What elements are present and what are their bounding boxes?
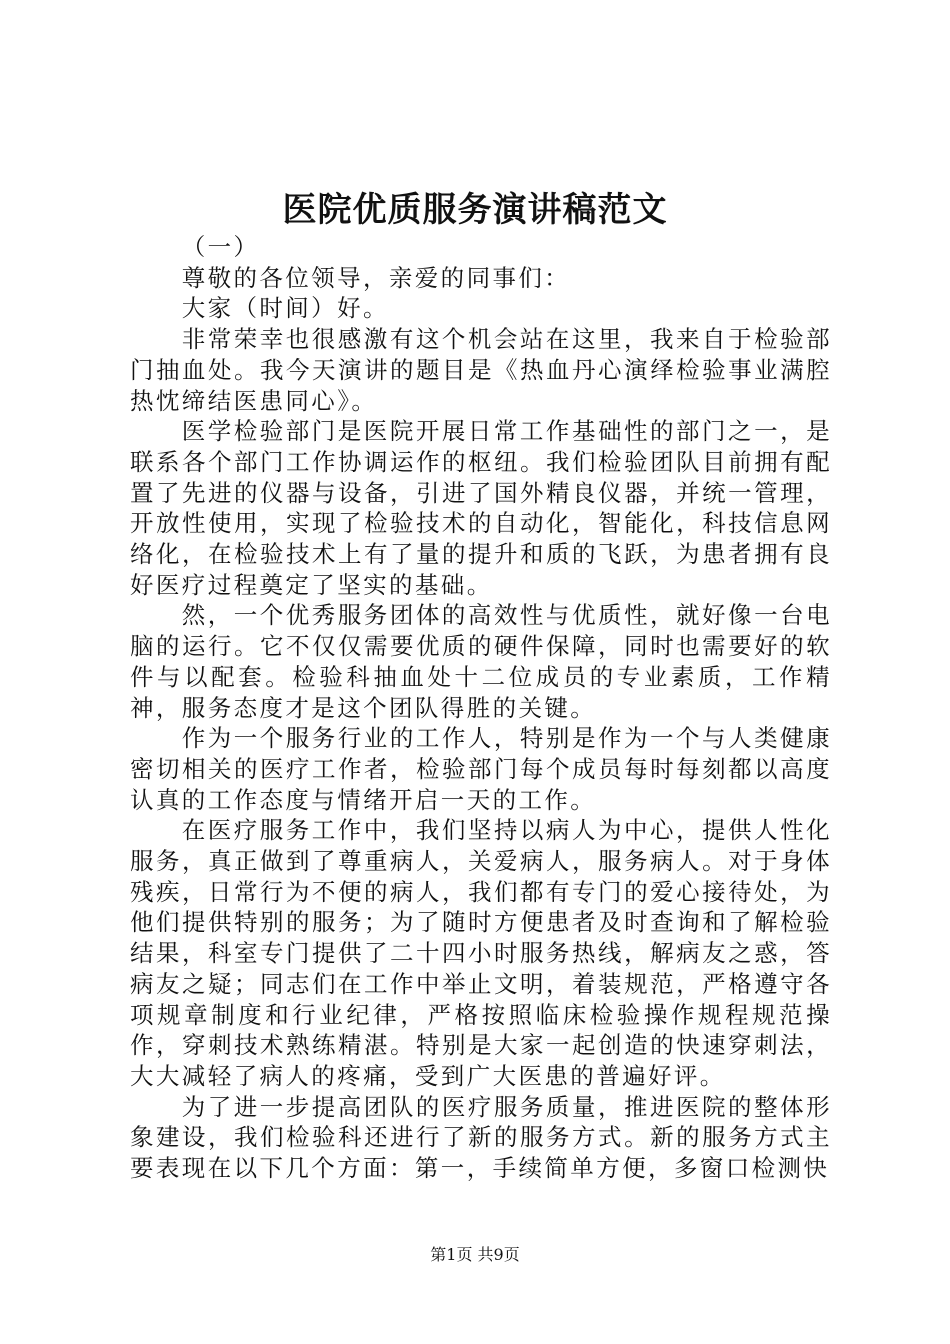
paragraph-attitude: 作为一个服务行业的工作人，特别是作为一个与人类健康密切相关的医疗工作者，检验部门每个成员每时每刻都以高度认真的工作态度与情绪开启一天的工作。 (130, 724, 832, 814)
document-title: 医院优质服务演讲稿范文 (282, 190, 668, 230)
paragraph-introduction: 非常荣幸也很感激有这个机会站在这里，我来自于检验部门抽血处。我今天演讲的题目是《热血丹心演绎检验事业满腔热忱缔结医患同心》。 (130, 325, 832, 415)
paragraph-service: 在医疗服务工作中，我们坚持以病人为中心，提供人性化服务，真正做到了尊重病人，关爱病人，服务病人。对于身体残疾，日常行为不便的病人，我们都有专门的爱心接待处，为他们提供特别的服务；为了随时方便患者及时查询和了解检验结果，科室专门提供了二十四小时服务热线，解病友之惑，答病友之疑；同志们在工作中举止文明，着装规范，严格遵守各项规章制度和行业纪律，严格按照临床检验操作规程规范操作，穿刺技术熟练精湛。特别是大家一起创造的快速穿刺法，大大减轻了病人的疼痛，受到广大医患的普遍好评。 (130, 816, 832, 1090)
paragraph-section-marker: （一） (181, 233, 260, 261)
paragraph-salutation: 尊敬的各位领导，亲爱的同事们： (181, 263, 571, 292)
paragraph-greeting: 大家（时间）好。 (181, 294, 389, 323)
page-footer: 第1页 共9页 (430, 1245, 520, 1264)
paragraph-new-service: 为了进一步提高团队的医疗服务质量，推进医院的整体形象建设，我们检验科还进行了新的服务方式。新的服务方式主要表现在以下几个方面：第一，手续简单方便，多窗口检测快 (130, 1092, 832, 1183)
paragraph-team: 然，一个优秀服务团体的高效性与优质性，就好像一台电脑的运行。它不仅仅需要优质的硬件保障，同时也需要好的软件与以配套。检验科抽血处十二位成员的专业素质，工作精神，服务态度才是这个团队得胜的关键。 (130, 601, 832, 722)
document-body (130, 232, 832, 1184)
paragraph-department: 医学检验部门是医院开展日常工作基础性的部门之一，是联系各个部门工作协调运作的枢纽。我们检验团队目前拥有配置了先进的仪器与设备，引进了国外精良仪器，并统一管理，开放性使用，实现了检验技术的自动化，智能化，科技信息网络化，在检验技术上有了量的提升和质的飞跃，为患者拥有良好医疗过程奠定了坚实的基础。 (130, 417, 832, 599)
